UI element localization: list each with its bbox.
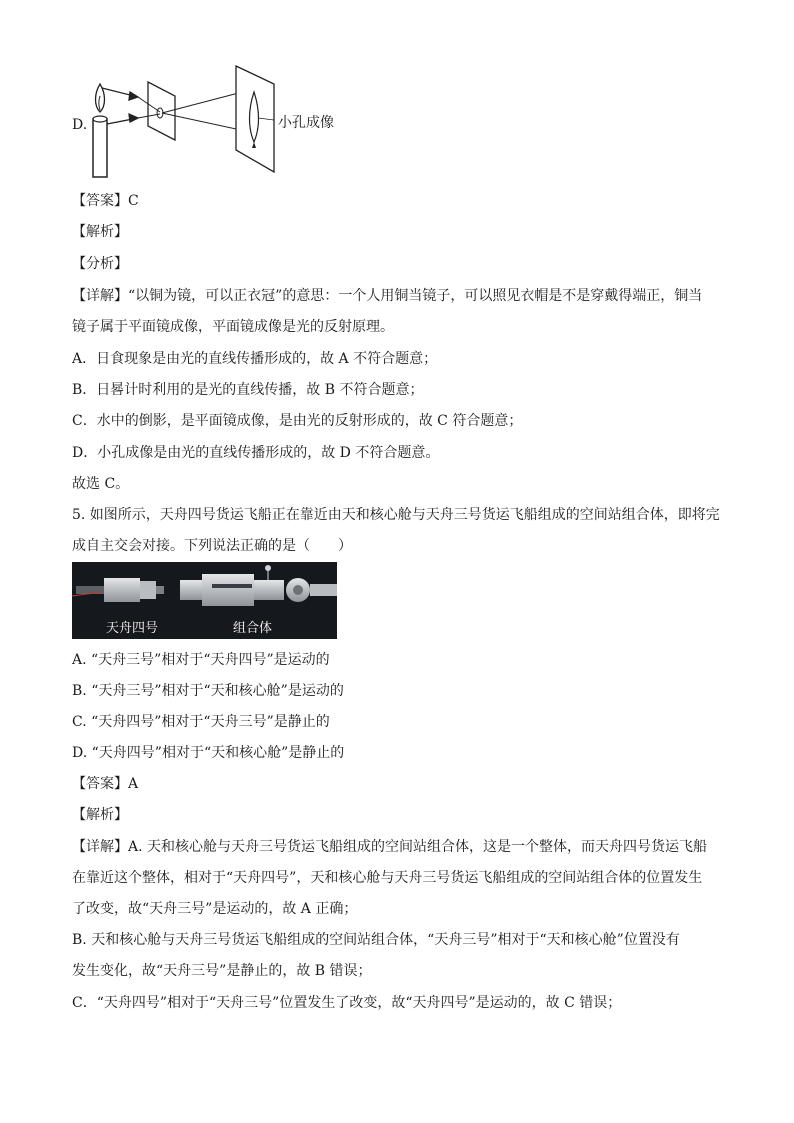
spacecraft-docking-photo [72,562,337,639]
q5-option-b: B. “天舟三号”相对于“天和核心舱”是运动的 [72,683,344,699]
q5-detail-c-line1: C．“天舟四号”相对于“天舟三号”位置发生了改变，故“天舟四号”是运动的，故 C 错误； [72,995,622,1011]
q5-option-c: C. “天舟四号”相对于“天舟三号”是静止的 [72,714,330,730]
pinhole-image-caption: 小孔成像 [278,115,334,131]
q4-detail-line1: 【详解】“以铜为镜，可以正衣冠”的意思：一个人用铜当镜子，可以照见衣帽是不是穿戴得端正，铜当 [72,288,703,304]
candle-icon [93,84,107,177]
q4-explain-d: D．小孔成像是由光的直线传播形成的，故 D 不符合题意。 [72,445,440,461]
photo-label-combined: 组合体 [233,621,273,636]
q4-answer: 【答案】C [72,193,139,209]
option-d-label: D. [72,117,88,133]
q4-explain-c: C．水中的倒影，是平面镜成像，是由光的反射形成的，故 C 符合题意； [72,413,523,429]
q5-option-a: A. “天舟三号”相对于“天舟四号”是运动的 [72,652,330,668]
pinhole-imaging-diagram [72,62,372,190]
q5-detail-a-line1: 【详解】A. 天和核心舱与天舟三号货运飞船组成的空间站组合体，这是一个整体，而天舟四号货运飞船 [72,839,708,855]
q5-detail-a-line3: 了改变，故“天舟三号”是运动的，故 A 正确； [72,901,358,917]
q5-stem-line1: 5. 如图所示，天舟四号货运飞船正在靠近由天和核心舱与天舟三号货运飞船组成的空间站组合体，即将完 [72,507,720,523]
q4-explain-a: A．日食现象是由光的直线传播形成的，故 A 不符合题意； [72,351,438,367]
q5-analysis-heading: 【解析】 [72,807,128,823]
photo-label-tianzhou4: 天舟四号 [106,621,159,636]
q5-detail-b-line1: B. 天和核心舱与天舟三号货运飞船组成的空间站组合体，“天舟三号”相对于“天和核心舱”位置没有 [72,932,680,948]
q4-conclusion: 故选 C。 [72,476,130,492]
q5-option-d: D. “天舟四号”相对于“天和核心舱”是静止的 [72,745,345,761]
q4-analysis-heading: 【解析】 [72,224,128,240]
q5-detail-a-line2: 在靠近这个整体，相对于“天舟四号”，天和核心舱与天舟三号货运飞船组成的空间站组合体的位置发生 [72,870,703,886]
q4-fenxi-heading: 【分析】 [72,256,128,272]
q5-answer: 【答案】A [72,776,139,792]
q4-explain-b: B．日晷计时利用的是光的直线传播，故 B 不符合题意； [72,382,424,398]
q5-detail-b-line2: 发生变化，故“天舟三号”是静止的，故 B 错误； [72,963,372,979]
q4-detail-line2: 镜子属于平面镜成像，平面镜成像是光的反射原理。 [72,319,394,335]
q5-stem-line2: 成自主交会对接。下列说法正确的是（ ） [72,538,352,554]
